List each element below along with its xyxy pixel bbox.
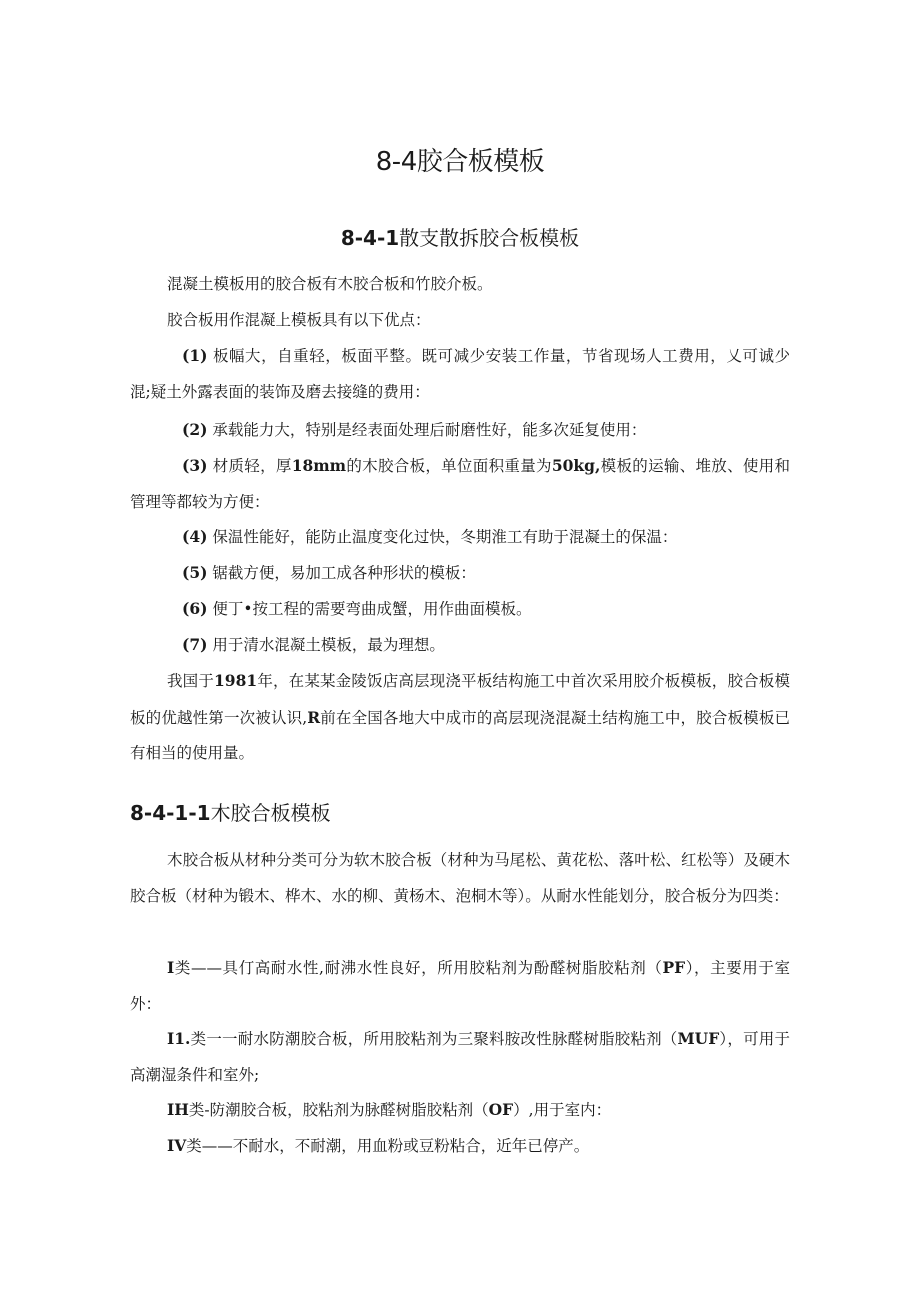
item-text: 材质轻，厚 xyxy=(212,457,292,475)
item-number: (6) xyxy=(182,599,208,618)
class-item xyxy=(130,950,790,1022)
advantage-item xyxy=(130,627,790,664)
class-item xyxy=(130,1092,790,1129)
class-item xyxy=(130,1128,790,1165)
classification-paragraph: 木胶合板从材种分类可分为软木胶合板（材种为马尾松、黄花松、落叶松、红松等）及硬木胶合板（材种为锻木、桦木、水的柳、黄杨木、泡桐木等）。从耐水性能划分，胶合板分为四类： xyxy=(130,851,790,905)
history-text: 年，在某某金陵饭店高层现浇平板结构施工中首次采用胶介板模板，胶合板模板的优越性第一次被认识, xyxy=(130,672,790,727)
adhesive-code: PF xyxy=(662,958,686,977)
item-text: 的木胶合板，单位面积重量为 xyxy=(346,457,552,475)
item-number: (2) xyxy=(182,420,208,439)
class-number: I xyxy=(167,958,175,977)
class-text: ），可用于高潮湿条件和室外; xyxy=(130,1030,790,1084)
class-number: IV xyxy=(167,1136,187,1155)
subsection-title xyxy=(0,222,920,254)
section-heading xyxy=(130,797,331,829)
item-text: 便丁•按工程的需要弯曲成蟹，用作曲面模板。 xyxy=(212,600,532,618)
class-item xyxy=(130,1021,790,1093)
item-number: (3) xyxy=(182,456,208,475)
class-text: 类——具仃高耐水性,耐沸水性良好，所用胶粘剂为酚醛树脂胶粘剂（ xyxy=(174,959,663,977)
item-text: 用于清水混凝土模板，最为理想。 xyxy=(212,636,445,654)
class-text: 类——不耐水，不耐潮，用血粉或豆粉粘合，近年已停产。 xyxy=(186,1137,590,1155)
subsection-text: 散支散拆胶合板模板 xyxy=(399,226,580,250)
class-number: I1. xyxy=(167,1029,191,1048)
item-number: (4) xyxy=(182,527,208,546)
year-value: 1981 xyxy=(214,671,258,690)
item-text: 板幅大，自重轻，板面平整。既可减少安装工作量，节省现场人工费用，乂可诚少混;疑土外露表面的装饰及磨去接缝的费用： xyxy=(130,347,790,401)
advantage-item xyxy=(130,519,790,556)
advantage-item xyxy=(130,338,790,410)
history-text: 我国于 xyxy=(167,672,215,690)
advantage-item xyxy=(130,448,790,520)
item-number: (1) xyxy=(182,346,208,365)
page-title: 8-4胶合板模板 xyxy=(375,147,545,177)
history-letter: R xyxy=(307,707,321,727)
class-text: ），主要用于室外： xyxy=(130,959,790,1013)
advantage-item xyxy=(130,591,790,628)
class-text: 类-防潮胶合板，胶粘剂为脉醛树脂胶粘剂（ xyxy=(188,1101,489,1119)
adhesive-code: OF xyxy=(488,1100,514,1119)
intro-paragraph: 胶合板用作混凝上模板具有以下优点： xyxy=(167,311,431,329)
item-text: 锯截方便，易加工成各种形状的模板： xyxy=(212,564,476,582)
intro-paragraph: 混凝土模板用的胶合板有木胶合板和竹胶介板。 xyxy=(167,275,493,293)
class-text: 类一一耐水防潮胶合板，所用胶粘剂为三聚料胺改性脉醛树脂胶粘剂（ xyxy=(190,1030,678,1048)
history-text: 前在全国各地大中成市的高层现浇混凝土结构施工中，胶合板模板已有相当的使用量。 xyxy=(130,708,790,762)
item-text: 承载能力大，特别是经表面处理后耐磨性好，能多次延复使用： xyxy=(212,421,647,439)
item-number: (7) xyxy=(182,635,208,654)
advantage-item xyxy=(130,555,790,592)
section-number: 8-4-1-1 xyxy=(130,801,211,825)
weight-value: 50kg, xyxy=(551,456,601,475)
item-number: (5) xyxy=(182,563,208,582)
item-text: 模板的运输、堆放、使用和管理等都较为方便： xyxy=(130,457,790,511)
item-text: 保温性能好，能防止温度变化过快，冬期淮工有助于混凝土的保温： xyxy=(212,528,678,546)
section-text: 木胶合板模板 xyxy=(210,801,331,825)
class-text: ）,用于室内： xyxy=(513,1101,612,1119)
subsection-number: 8-4-1 xyxy=(340,226,400,250)
history-paragraph xyxy=(130,663,790,772)
thickness-value: 18mm xyxy=(291,456,347,475)
class-number: IH xyxy=(167,1100,189,1119)
adhesive-code: MUF xyxy=(677,1029,720,1048)
advantage-item xyxy=(130,412,790,449)
